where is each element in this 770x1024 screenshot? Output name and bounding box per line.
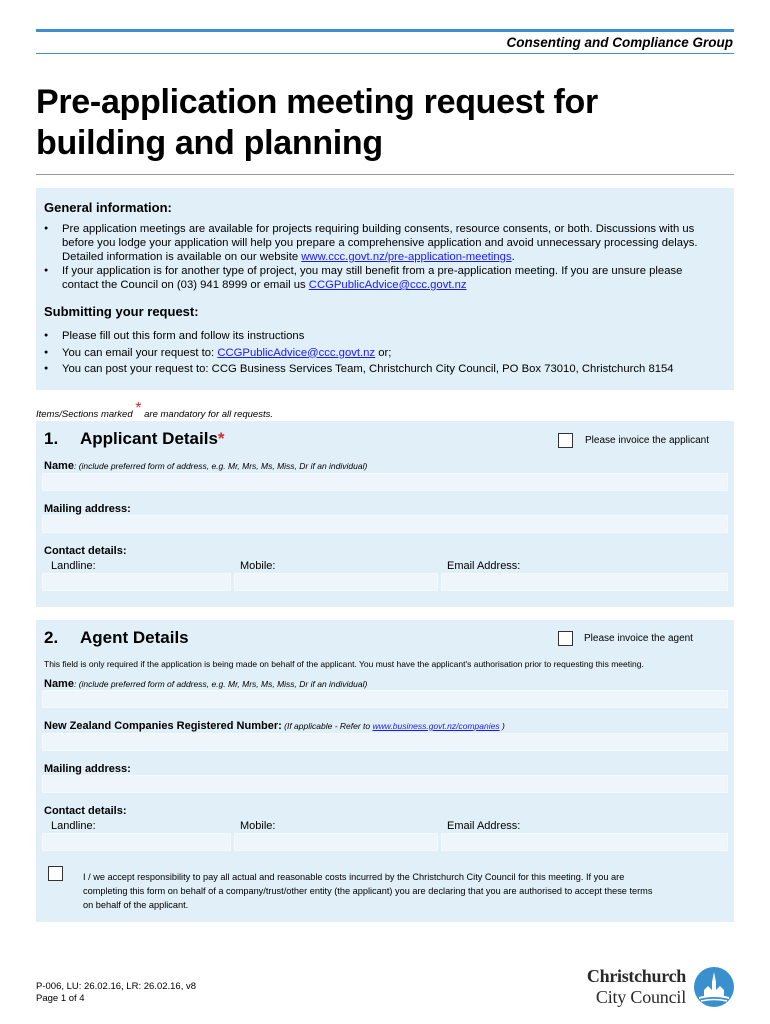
general-info-list	[44, 222, 732, 292]
label-text: Name	[44, 460, 74, 472]
bullet-text: before you lodge your application will help you prepare a comprehensive application and avoid unnecessary processing delays.	[62, 237, 698, 249]
name-hint: : (include preferred form of address, e.g. Mr, Mrs, Ms, Miss, Dr if an individual)	[73, 679, 368, 689]
header-rule	[36, 29, 734, 32]
agent-details-panel	[36, 620, 734, 922]
list-item	[44, 345, 732, 362]
agent-company-number-input[interactable]	[42, 733, 728, 751]
section-number: 1.	[44, 429, 59, 448]
group-name: Consenting and Compliance Group	[506, 35, 733, 50]
council-logo	[557, 966, 735, 1010]
pre-application-link[interactable]: www.ccc.govt.nz/pre-application-meetings	[301, 251, 512, 263]
company-number-hint	[282, 721, 505, 731]
document-reference	[36, 981, 196, 1005]
name-hint: : (include preferred form of address, e.g. Mr, Mrs, Ms, Miss, Dr if an individual)	[73, 461, 368, 471]
logo-wordmark	[587, 966, 686, 1007]
page-title	[36, 82, 736, 164]
bullet-text: Detailed information is available on our website	[62, 251, 302, 263]
bullet-text: Please fill out this form and follow its instructions	[62, 330, 305, 342]
accept-line: I / we accept responsibility to pay all actual and reasonable costs incurred by the Christchurch City Council for this meeting. If you are	[83, 872, 625, 882]
mandatory-note	[36, 400, 273, 422]
agent-company-number-label	[44, 720, 505, 732]
applicant-contact-label: Contact details:	[44, 545, 127, 557]
applicant-landline-input[interactable]	[42, 573, 231, 591]
applicant-details-panel	[36, 421, 734, 607]
general-info-heading: General information:	[44, 200, 172, 215]
agent-section-heading	[44, 628, 189, 648]
submitting-list	[44, 328, 732, 378]
label-text: New Zealand Companies Registered Number:	[44, 720, 282, 732]
email-label: Email Address:	[447, 820, 521, 832]
logo-line2: City Council	[595, 987, 686, 1007]
email-link[interactable]: CCGPublicAdvice@ccc.govt.nz	[308, 279, 467, 291]
landline-label: Landline:	[51, 820, 96, 832]
mandatory-text: Items/Sections marked	[36, 409, 136, 420]
cathedral-emblem-icon	[693, 966, 735, 1008]
applicant-email-input[interactable]	[441, 573, 728, 591]
agent-mobile-input[interactable]	[234, 833, 438, 851]
general-info-panel	[36, 188, 734, 390]
agent-mailing-label: Mailing address:	[44, 763, 131, 775]
companies-link[interactable]: www.business.govt.nz/companies	[372, 721, 500, 731]
bullet-text: contact the Council on (03) 941 8999 or email us	[62, 279, 309, 291]
invoice-agent-label: Please invoice the agent	[584, 633, 693, 644]
invoice-applicant-checkbox[interactable]	[558, 433, 573, 448]
mandatory-text: are mandatory for all requests.	[141, 409, 273, 420]
page-title-line1: Pre-application meeting request for	[36, 83, 598, 121]
bullet-text: or;	[375, 346, 392, 359]
invoice-agent-checkbox[interactable]	[558, 631, 573, 646]
list-item	[44, 361, 732, 378]
email-link[interactable]: CCGPublicAdvice@ccc.govt.nz	[217, 346, 376, 359]
agent-mailing-input[interactable]	[42, 775, 728, 793]
list-item	[44, 328, 732, 345]
landline-label: Landline:	[51, 560, 96, 572]
invoice-applicant-label: Please invoice the applicant	[585, 435, 709, 446]
required-star-icon: *	[135, 400, 142, 417]
bullet-text: You can email your request to:	[62, 346, 218, 359]
accept-line: completing this form on behalf of a company/trust/other entity (the applicant) you are declaring that you are authorised to accept these terms	[83, 886, 653, 896]
agent-landline-input[interactable]	[42, 833, 231, 851]
section-number: 2.	[44, 628, 59, 647]
applicant-mailing-input[interactable]	[42, 515, 728, 533]
bullet-text: If your application is for another type of project, you may still benefit from a pre-application meeting. If you are unsure please	[62, 265, 683, 277]
required-star-icon: *	[217, 429, 225, 448]
page-number: Page 1 of 4	[36, 993, 85, 1004]
agent-name-input[interactable]	[42, 690, 728, 708]
list-item	[44, 222, 732, 264]
agent-note: This field is only required if the application is being made on behalf of the applicant. You must have the applicant's authorisation prior to requesting this meeting.	[44, 659, 644, 669]
agent-email-input[interactable]	[441, 833, 728, 851]
page-title-line2: building and planning	[36, 124, 383, 162]
applicant-section-heading	[44, 429, 225, 449]
applicant-mobile-input[interactable]	[234, 573, 438, 591]
email-label: Email Address:	[447, 560, 521, 572]
list-item	[44, 264, 732, 292]
bullet-text: .	[511, 251, 515, 263]
mobile-label: Mobile:	[240, 820, 276, 832]
header-rule-bottom	[36, 53, 734, 54]
applicant-name-input[interactable]	[42, 473, 728, 491]
applicant-mailing-label: Mailing address:	[44, 503, 131, 515]
mobile-label: Mobile:	[240, 560, 276, 572]
hint-text: )	[499, 721, 505, 731]
section-title: Agent Details	[80, 628, 189, 647]
accept-line: on behalf of the applicant.	[83, 900, 189, 910]
section-title: Applicant Details	[80, 429, 218, 448]
label-text: Name	[44, 678, 74, 690]
agent-name-label	[44, 678, 367, 690]
submitting-heading: Submitting your request:	[44, 304, 199, 319]
agent-contact-label: Contact details:	[44, 805, 127, 817]
bullet-text: You can post your request to: CCG Business Services Team, Christchurch City Council, PO Box 73010, Christchurch 8154	[62, 363, 674, 375]
bullet-text: Pre application meetings are available for projects requiring building consents, resource consents, or both. Discussions with us	[62, 223, 695, 235]
logo-line1: Christchurch	[586, 966, 686, 986]
accept-costs-text	[83, 870, 733, 912]
hint-text: (If applicable - Refer to	[281, 721, 373, 731]
applicant-name-label	[44, 460, 367, 472]
accept-costs-checkbox[interactable]	[48, 866, 63, 881]
title-rule	[36, 174, 734, 175]
doc-code: P-006, LU: 26.02.16, LR: 26.02.16, v8	[36, 981, 197, 992]
